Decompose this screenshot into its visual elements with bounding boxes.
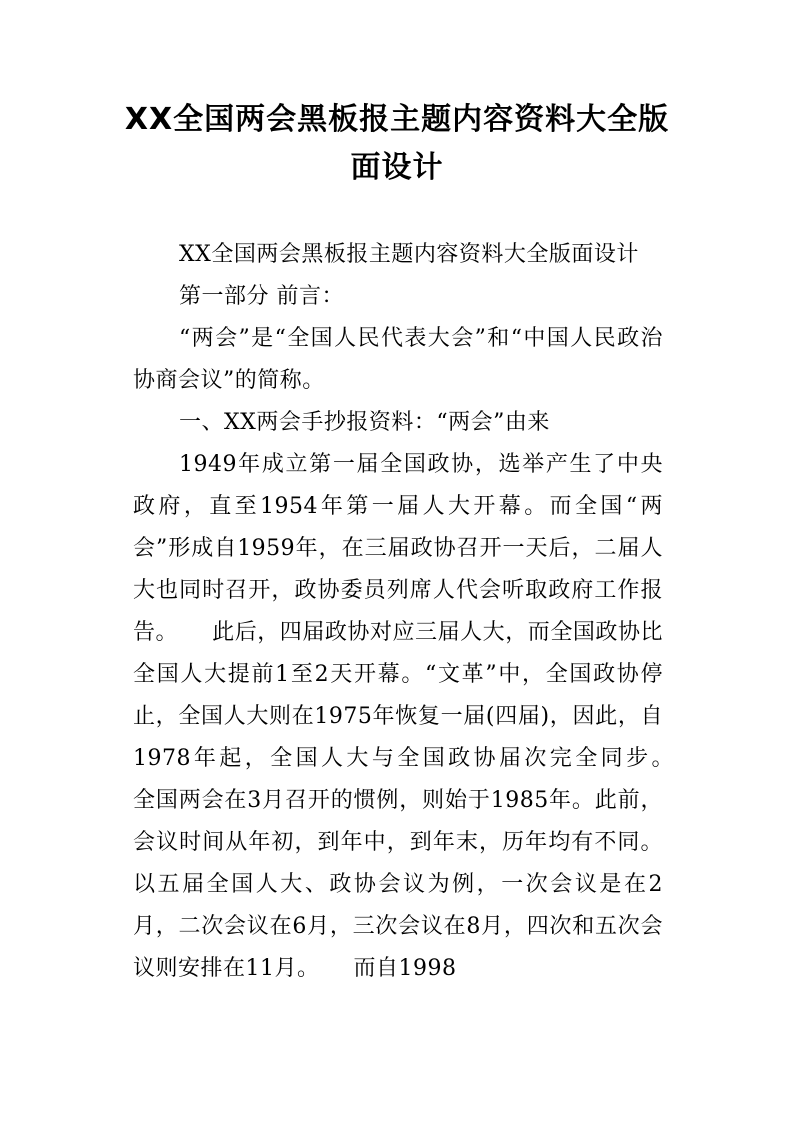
paragraph-section-heading: 第一部分 前言：	[179, 284, 344, 309]
paragraph-title-repeat: XX全国两会黑板报主题内容资料大全版面设计	[179, 242, 639, 267]
paragraph-history: 1949年成立第一届全国政协，选举产生了中央政府，直至1954年第一届人大开幕。而全国“两会”形成自1959年，在三届政协召开一天后，二届人大也同时召开，政协委员列席人代会听取政府工作报告。 此后，四届政协对应三届人大，而全国政协比全国人大提前1至2天开幕。“文革”中，全国政协停止，全国人大则在1975年恢复一届(四届)，因此，自1978年起，全国人大与全国政协届次完全同步。 全国两会在3月召开的惯例，则始于1985年。此前，会议时间从年初，到年中，到年末，历年均有不同。以五届全国人大、政协会议为例，一次会议是在2月，二次会议在6月，三次会议在8月，四次和五次会议则安排在11月。 而自1998	[133, 452, 709, 981]
paragraph-definition: “两会”是“全国人民代表大会”和“中国人民政治协商会议”的简称。	[133, 326, 663, 393]
paragraph-subheading-origin: 一、XX两会手抄报资料：“两会”由来	[179, 410, 550, 435]
document-body	[133, 234, 709, 990]
document-title: XX全国两会黑板报主题内容资料大全版面设计	[124, 102, 670, 185]
